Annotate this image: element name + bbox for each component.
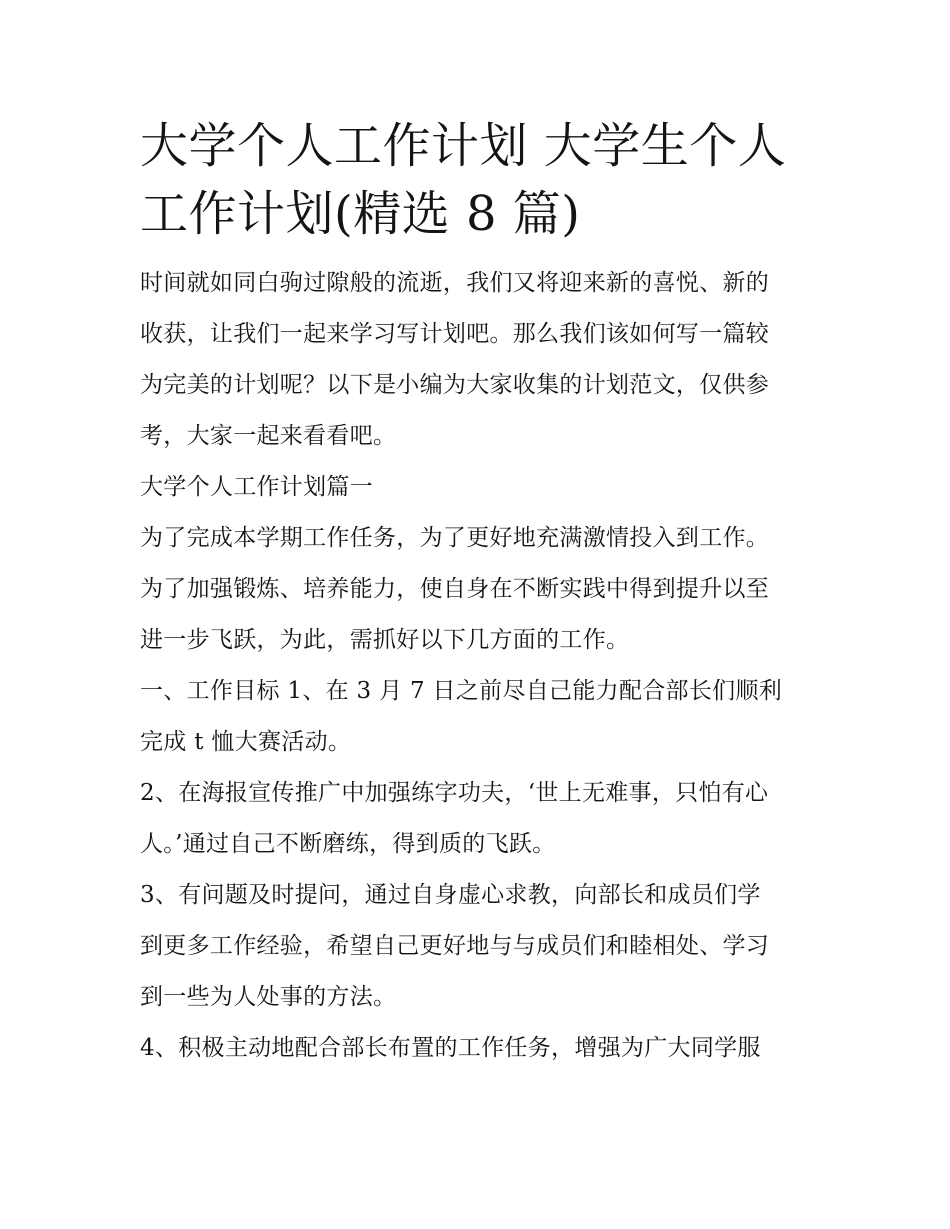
text-line: 为了完成本学期工作任务，为了更好地充满激情投入到工作。 [140, 525, 770, 551]
text-line: 收获，让我们一起来学习写计划吧。那么我们该如何写一篇较 [140, 321, 770, 347]
intro-paragraph [140, 258, 820, 462]
text-line: 为完美的计划呢？以下是小编为大家收集的计划范文，仅供参 [140, 372, 770, 398]
list-item [140, 870, 820, 1023]
list-item [140, 768, 820, 870]
title-line: 大学个人工作计划 大学生个人 [140, 118, 787, 174]
document-body [140, 258, 820, 1074]
text-line: 人。’通过自己不断磨练，得到质的飞跃。 [140, 831, 556, 857]
text-line: 到更多工作经验，希望自己更好地与与成员们和睦相处、学习 [140, 933, 770, 959]
text-line: 3、有问题及时提问，通过自身虚心求教，向部长和成员们学 [140, 882, 761, 908]
list-item [140, 1023, 820, 1074]
text-line: 完成 t 恤大赛活动。 [140, 729, 352, 755]
document-page [140, 112, 820, 1074]
text-line: 2、在海报宣传推广中加强练字功夫，‘世上无难事，只怕有心 [140, 780, 769, 806]
text-line: 为了加强锻炼、培养能力，使自身在不断实践中得到提升以至 [140, 576, 770, 602]
text-line: 4、积极主动地配合部长布置的工作任务，增强为广大同学服 [140, 1035, 761, 1061]
text-line: 考，大家一起来看看吧。 [140, 423, 397, 449]
text-line: 到一些为人处事的方法。 [140, 984, 397, 1010]
text-line: 进一步飞跃，为此，需抓好以下几方面的工作。 [140, 627, 630, 653]
paragraph [140, 513, 820, 666]
text-line: 时间就如同白驹过隙般的流逝，我们又将迎来新的喜悦、新的 [140, 270, 770, 296]
title-line: 工作计划(精选 8 篇) [140, 186, 581, 242]
document-title [140, 112, 820, 248]
list-item [140, 666, 820, 768]
section-heading: 大学个人工作计划篇一 [140, 474, 373, 500]
text-line: 一、工作目标 1、在 3 月 7 日之前尽自己能力配合部长们顺利 [140, 678, 783, 704]
